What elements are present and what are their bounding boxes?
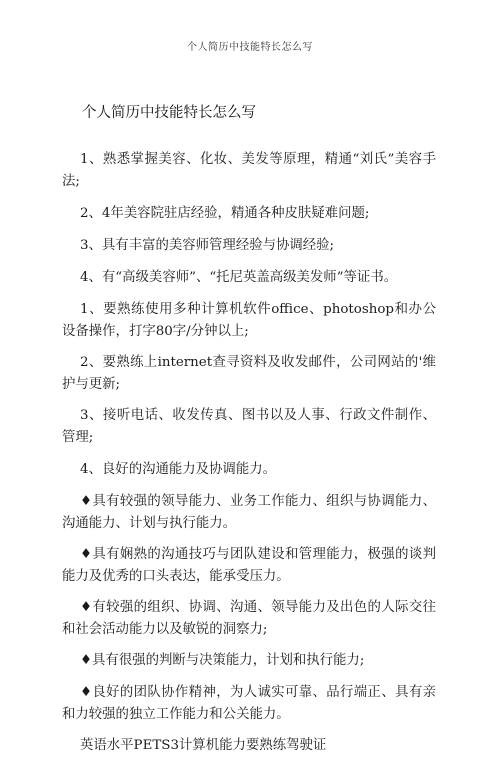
bullet-paragraph: ♦具有娴熟的沟通技巧与团队建设和管理能力，极强的谈判能力及优秀的口头表达，能承受压力。 — [62, 547, 436, 584]
paragraph: 3、具有丰富的美容师管理经验与协调经验; — [80, 238, 335, 253]
paragraph: 3、接听电话、收发传真、图书以及人事、行政文件制作、管理; — [62, 408, 436, 445]
paragraph: 4、良好的沟通能力及协调能力。 — [80, 462, 276, 477]
paragraph: 2、要熟练上internet查寻资料及收发邮件，公司网站的'维护与更新; — [62, 355, 436, 392]
running-header: 个人简历中技能特长怎么写 — [187, 42, 313, 53]
paragraph: 4、有“高级美容师”、“托尼英盖高级美发师”等证书。 — [80, 270, 398, 285]
paragraph: 2、4年美容院驻店经验，精通各种皮肤疑难问题; — [80, 206, 370, 221]
bullet-paragraph: ♦具有较强的领导能力、业务工作能力、组织与协调能力、沟通能力、计划与执行能力。 — [62, 494, 436, 531]
paragraph: 英语水平PETS3计算机能力要熟练驾驶证 — [80, 738, 327, 753]
bullet-paragraph: ♦具有很强的判断与决策能力，计划和执行能力; — [80, 653, 365, 668]
document-title: 个人简历中技能特长怎么写 — [82, 105, 256, 121]
paragraph: 1、熟悉掌握美容、化妆、美发等原理，精通“刘氏”美容手法; — [62, 152, 436, 189]
bullet-paragraph: ♦有较强的组织、协调、沟通、领导能力及出色的人际交往和社会活动能力以及敏锐的洞察力; — [62, 600, 436, 637]
document-body — [62, 149, 436, 767]
paragraph: 1、要熟练使用多种计算机软件office、photoshop和办公设备操作，打字80字/分钟以上; — [62, 302, 436, 339]
bullet-paragraph: ♦良好的团队协作精神，为人诚实可靠、品行端正、具有亲和力较强的独立工作能力和公关能力。 — [62, 685, 436, 722]
